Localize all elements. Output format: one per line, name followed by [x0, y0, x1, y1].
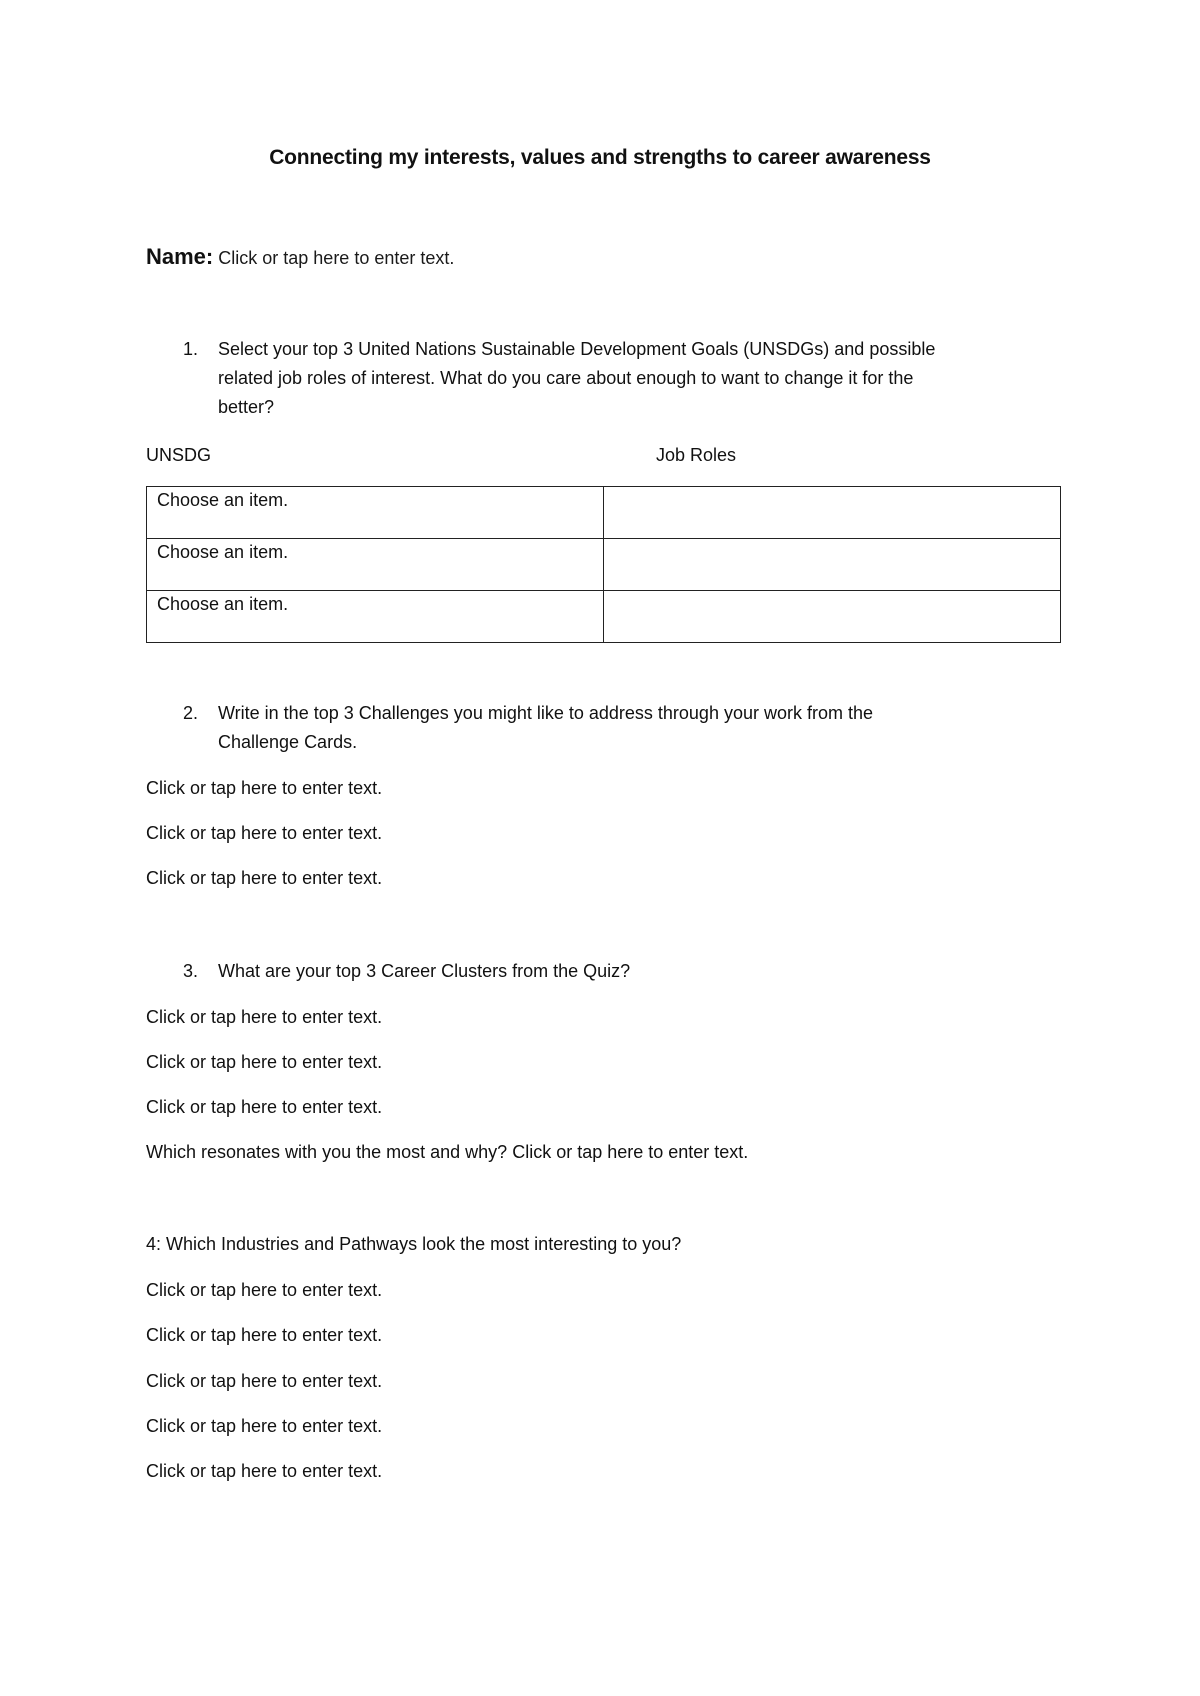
- q2-text: [218, 699, 873, 757]
- q3-followup-field[interactable]: Click or tap here to enter text.: [512, 1142, 749, 1162]
- q2-text-line: Write in the top 3 Challenges you might like to address through your work from the: [218, 703, 873, 723]
- q3-number: 3.: [183, 961, 199, 981]
- unsdg-dropdown[interactable]: Choose an item.: [147, 539, 604, 591]
- q3-answer-field[interactable]: Click or tap here to enter text.: [146, 1097, 383, 1117]
- name-field[interactable]: Click or tap here to enter text.: [218, 248, 455, 268]
- q2-answer-field[interactable]: Click or tap here to enter text.: [146, 823, 383, 843]
- table-row: [147, 539, 1061, 591]
- unsdg-dropdown[interactable]: Choose an item.: [147, 591, 604, 643]
- table-row: [147, 487, 1061, 539]
- q3-answer-field[interactable]: Click or tap here to enter text.: [146, 1007, 383, 1027]
- q1-text-line: related job roles of interest. What do you care about enough to want to change it for the: [218, 368, 914, 388]
- q1-text: [218, 335, 935, 422]
- q1-text-line: better?: [218, 397, 275, 417]
- unsdg-dropdown[interactable]: Choose an item.: [147, 487, 604, 539]
- q3-text: What are your top 3 Career Clusters from the Quiz?: [218, 961, 631, 981]
- q4-text: 4: Which Industries and Pathways look the most interesting to you?: [146, 1234, 682, 1254]
- q1-text-line: Select your top 3 United Nations Sustainable Development Goals (UNSDGs) and possible: [218, 339, 936, 359]
- q2-answer-field[interactable]: Click or tap here to enter text.: [146, 778, 383, 798]
- job-roles-cell[interactable]: [604, 487, 1061, 539]
- q4-answer-field[interactable]: Click or tap here to enter text.: [146, 1416, 383, 1436]
- name-label: Name:: [146, 244, 214, 269]
- q3-answer-field[interactable]: Click or tap here to enter text.: [146, 1052, 383, 1072]
- q2-text-line: Challenge Cards.: [218, 732, 358, 752]
- q4-answer-field[interactable]: Click or tap here to enter text.: [146, 1280, 383, 1300]
- q3-followup-row: [146, 1142, 748, 1163]
- q2-answer-field[interactable]: Click or tap here to enter text.: [146, 868, 383, 888]
- q2-number: 2.: [183, 703, 199, 723]
- table-row: [147, 591, 1061, 643]
- job-roles-cell[interactable]: [604, 591, 1061, 643]
- q1-number: 1.: [183, 339, 199, 359]
- document-title: Connecting my interests, values and strengths to career awareness: [269, 146, 931, 169]
- unsdg-column-header: UNSDG: [146, 445, 212, 465]
- q4-answer-field[interactable]: Click or tap here to enter text.: [146, 1461, 383, 1481]
- q3-followup-prompt: Which resonates with you the most and why?: [146, 1142, 508, 1162]
- name-row: [146, 244, 454, 270]
- unsdg-table: [146, 486, 1061, 643]
- q4-answer-field[interactable]: Click or tap here to enter text.: [146, 1325, 383, 1345]
- job-roles-column-header: Job Roles: [656, 445, 737, 465]
- job-roles-cell[interactable]: [604, 539, 1061, 591]
- q4-answer-field[interactable]: Click or tap here to enter text.: [146, 1371, 383, 1391]
